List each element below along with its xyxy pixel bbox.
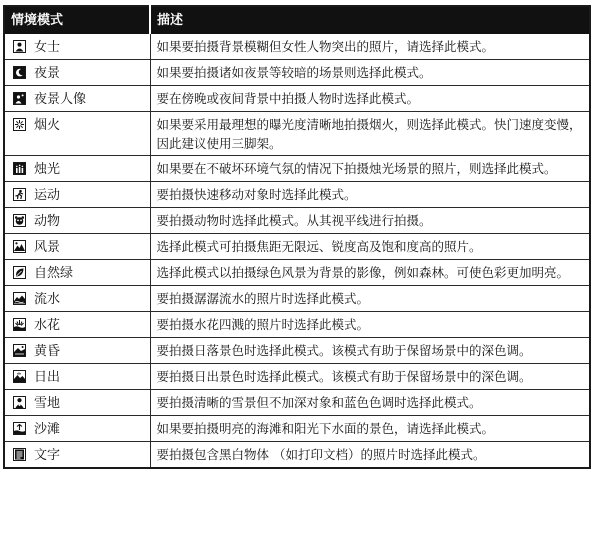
night-moon-icon <box>13 66 26 79</box>
mode-cell <box>4 338 150 364</box>
mode-description: 要拍摄水花四溅的照片时选择此模式。 <box>150 312 590 338</box>
table-row <box>4 208 590 234</box>
header-description: 描述 <box>150 6 590 34</box>
table-row <box>4 390 590 416</box>
mode-description: 要拍摄清晰的雪景但不加深对象和蓝色色调时选择此模式。 <box>150 390 590 416</box>
table-row <box>4 338 590 364</box>
table-row <box>4 234 590 260</box>
beach-icon <box>13 422 26 435</box>
sunset-icon <box>13 344 26 357</box>
mode-cell <box>4 416 150 442</box>
table-row <box>4 60 590 86</box>
header-row <box>4 6 590 34</box>
table-row <box>4 312 590 338</box>
mode-description: 要拍摄日出景色时选择此模式。该模式有助于保留场景中的深色调。 <box>150 364 590 390</box>
mode-description: 如果要在不破坏环境气氛的情况下拍摄烛光场景的照片，则选择此模式。 <box>150 156 590 182</box>
sports-icon <box>13 188 26 201</box>
scene-mode-table <box>3 5 591 469</box>
mode-name: 夜景 <box>34 66 61 81</box>
mode-cell <box>4 86 150 112</box>
water-flow-icon <box>13 292 26 305</box>
mode-name: 烛光 <box>34 162 61 177</box>
animal-icon <box>13 214 26 227</box>
mode-name: 雪地 <box>34 396 61 411</box>
text-document-icon <box>13 448 26 461</box>
leaf-icon <box>13 266 26 279</box>
mode-cell <box>4 112 150 156</box>
mode-description: 如果要拍摄背景模糊但女性人物突出的照片，请选择此模式。 <box>150 34 590 60</box>
mode-cell <box>4 260 150 286</box>
portrait-woman-icon <box>13 40 26 53</box>
mode-description: 要拍摄动物时选择此模式。从其视平线进行拍摄。 <box>150 208 590 234</box>
snow-icon <box>13 396 26 409</box>
mode-cell <box>4 34 150 60</box>
water-splash-icon <box>13 318 26 331</box>
table-row <box>4 442 590 469</box>
mode-description: 选择此模式可拍摄焦距无限远、锐度高及饱和度高的照片。 <box>150 234 590 260</box>
table-row <box>4 156 590 182</box>
mode-description: 要拍摄潺潺流水的照片时选择此模式。 <box>150 286 590 312</box>
mode-name: 夜景人像 <box>34 92 87 107</box>
mode-description: 要拍摄包含黑白物体 （如打印文档）的照片时选择此模式。 <box>150 442 590 469</box>
table-row <box>4 86 590 112</box>
table-row <box>4 112 590 156</box>
mode-name: 沙滩 <box>34 422 61 437</box>
mode-cell <box>4 442 150 469</box>
fireworks-icon <box>13 118 26 131</box>
table-row <box>4 182 590 208</box>
mode-description: 选择此模式以拍摄绿色风景为背景的影像，例如森林。可使色彩更加明亮。 <box>150 260 590 286</box>
mode-description: 要拍摄日落景色时选择此模式。该模式有助于保留场景中的深色调。 <box>150 338 590 364</box>
mode-name: 黄昏 <box>34 344 61 359</box>
table-header <box>4 6 590 34</box>
mode-cell <box>4 364 150 390</box>
table-row <box>4 34 590 60</box>
header-mode: 情境模式 <box>4 6 150 34</box>
mode-cell <box>4 286 150 312</box>
mode-name: 日出 <box>34 370 61 385</box>
mode-description: 要拍摄快速移动对象时选择此模式。 <box>150 182 590 208</box>
candlelight-icon <box>13 162 26 175</box>
mode-name: 动物 <box>34 214 61 229</box>
mode-description: 如果要拍摄诸如夜景等较暗的场景则选择此模式。 <box>150 60 590 86</box>
mode-cell <box>4 182 150 208</box>
mode-description: 要在傍晚或夜间背景中拍摄人物时选择此模式。 <box>150 86 590 112</box>
mode-name: 水花 <box>34 318 61 333</box>
mode-name: 烟火 <box>34 118 61 133</box>
mode-cell <box>4 234 150 260</box>
mode-description: 如果要采用最理想的曝光度清晰地拍摄烟火，则选择此模式。快门速度变慢，因此建议使用三脚架。 <box>150 112 590 156</box>
mode-name: 风景 <box>34 240 61 255</box>
table-body <box>4 34 590 469</box>
night-portrait-icon <box>13 92 26 105</box>
landscape-icon <box>13 240 26 253</box>
table-row <box>4 364 590 390</box>
mode-cell <box>4 312 150 338</box>
mode-cell <box>4 208 150 234</box>
table-row <box>4 286 590 312</box>
mode-name: 流水 <box>34 292 61 307</box>
mode-name: 女士 <box>34 40 61 55</box>
table-row <box>4 260 590 286</box>
mode-description: 如果要拍摄明亮的海滩和阳光下水面的景色，请选择此模式。 <box>150 416 590 442</box>
mode-cell <box>4 156 150 182</box>
sunrise-icon <box>13 370 26 383</box>
mode-name: 自然绿 <box>34 266 74 281</box>
mode-name: 文字 <box>34 448 61 463</box>
mode-name: 运动 <box>34 188 61 203</box>
table-row <box>4 416 590 442</box>
mode-cell <box>4 390 150 416</box>
mode-cell <box>4 60 150 86</box>
